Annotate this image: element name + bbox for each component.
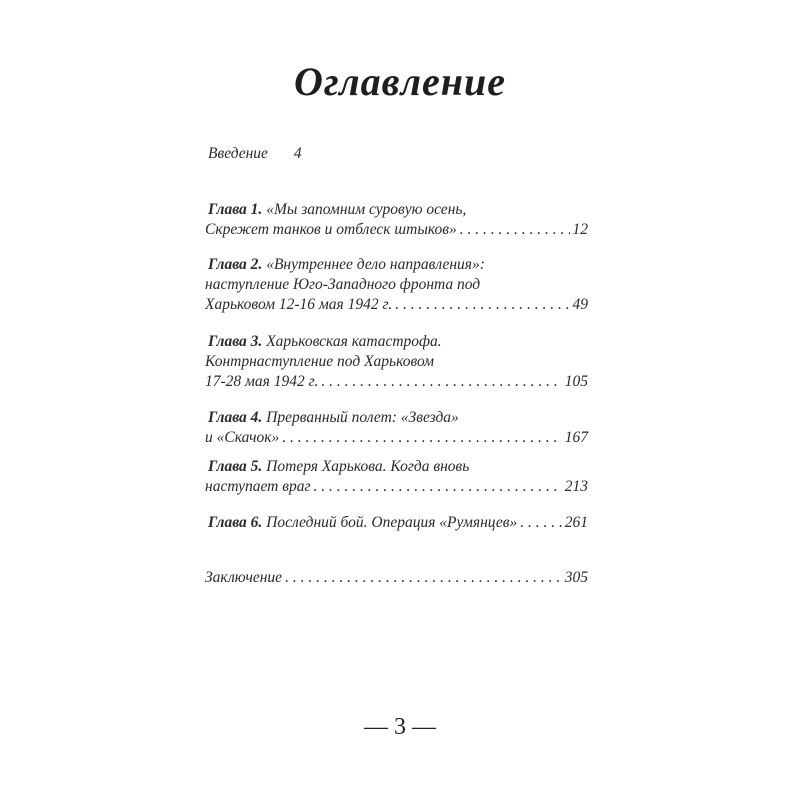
- toc-page-number: 49: [572, 296, 588, 313]
- dot-leader: [321, 372, 561, 392]
- toc-page-number: 105: [564, 373, 588, 390]
- toc-page-number: 4: [293, 145, 302, 162]
- page-title: Оглавление: [293, 59, 506, 104]
- toc-entry-chapter-2[interactable]: [205, 255, 588, 315]
- dot-leader: [285, 568, 562, 588]
- chapter-title-line: Харьковская катастрофа.: [266, 333, 442, 350]
- chapter-title-line: Контрнаступление под Харьковом: [205, 353, 435, 370]
- toc-entry-conclusion[interactable]: [205, 568, 588, 588]
- chapter-title-line: Скрежет танков и отблеск штыков»: [205, 221, 457, 238]
- toc-line: [205, 428, 588, 448]
- chapter-title-line: наступление Юго-Западного фронта под: [205, 276, 481, 293]
- toc-page-number: 213: [564, 478, 588, 495]
- toc-entry-chapter-5[interactable]: [205, 457, 588, 497]
- toc-line: [205, 372, 588, 392]
- chapter-title-line: 17-28 мая 1942 г.: [205, 373, 319, 390]
- toc-entry-label: Заключение: [205, 569, 283, 586]
- toc-page-number: 167: [564, 429, 588, 446]
- chapter-title-line: наступает враг: [205, 478, 311, 495]
- chapter-label: Глава 2.: [208, 256, 263, 273]
- chapter-title-line: «Внутреннее дело направления»:: [266, 256, 485, 273]
- toc-line: [205, 295, 588, 315]
- toc-line: [205, 255, 588, 275]
- toc-line: [205, 200, 588, 220]
- dot-leader: [395, 295, 569, 315]
- toc-entry-chapter-1[interactable]: [205, 200, 588, 240]
- chapter-title-line: «Мы запомним суровую осень,: [266, 201, 467, 218]
- toc-entry-intro[interactable]: [208, 145, 302, 163]
- toc-line: [205, 352, 588, 372]
- toc-line: [205, 477, 588, 497]
- toc-line: [205, 220, 588, 240]
- toc-entry-chapter-3[interactable]: [205, 332, 588, 392]
- toc-line: [205, 457, 588, 477]
- chapter-label: Глава 3.: [208, 333, 263, 350]
- toc-line: [205, 332, 588, 352]
- dot-leader: [460, 220, 570, 240]
- toc-entry-chapter-4[interactable]: [205, 408, 588, 448]
- page-number: — 3 —: [364, 714, 436, 740]
- chapter-title-line: Последний бой. Операция «Румянцев»: [266, 514, 518, 531]
- toc-entry-chapter-6[interactable]: [205, 513, 588, 533]
- chapter-title-line: Потеря Харькова. Когда вновь: [266, 458, 470, 475]
- dot-leader: [314, 477, 562, 497]
- toc-line: [205, 408, 588, 428]
- toc-page-number: 261: [564, 514, 588, 531]
- chapter-title-line: Харьковом 12-16 мая 1942 г.: [205, 296, 393, 313]
- chapter-title-line: и «Скачок»: [205, 429, 280, 446]
- toc-line: [205, 513, 588, 533]
- toc-page-number: 305: [564, 569, 588, 586]
- dot-leader: [520, 513, 561, 533]
- toc-line: [205, 275, 588, 295]
- chapter-label: Глава 6.: [208, 514, 263, 531]
- chapter-label: Глава 1.: [208, 201, 263, 218]
- toc-entry-label: Введение: [208, 145, 268, 162]
- chapter-label: Глава 5.: [208, 458, 263, 475]
- dot-leader: [282, 428, 561, 448]
- chapter-label: Глава 4.: [208, 409, 263, 426]
- toc-page-number: 12: [572, 221, 588, 238]
- chapter-title-line: Прерванный полет: «Звезда»: [266, 409, 459, 426]
